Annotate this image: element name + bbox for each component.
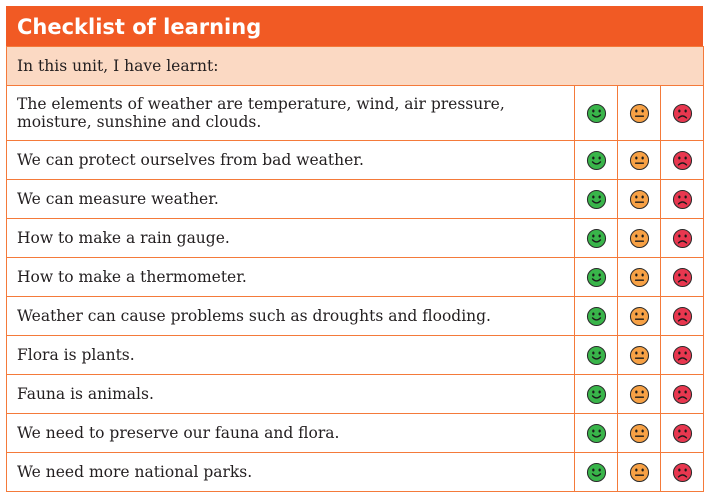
checklist-item-text <box>7 375 575 414</box>
item-line: We can protect ourselves from bad weather. <box>17 151 364 169</box>
item-line: The elements of weather are temperature, wind, air pressure, <box>17 95 505 113</box>
sad-rating-cell[interactable] <box>661 414 704 453</box>
happy-face-icon <box>586 423 607 444</box>
happy-face-icon <box>586 150 607 171</box>
happy-face-icon <box>586 384 607 405</box>
checklist-item-text <box>7 336 575 375</box>
item-line: We need more national parks. <box>17 463 253 481</box>
checklist-item-text <box>7 297 575 336</box>
item-line: We need to preserve our fauna and flora. <box>17 424 340 442</box>
happy-rating-cell[interactable] <box>575 414 618 453</box>
happy-face-icon <box>586 228 607 249</box>
neutral-face-icon <box>629 189 650 210</box>
neutral-rating-cell[interactable] <box>618 86 661 141</box>
sad-face-icon <box>672 306 693 327</box>
happy-face-icon <box>586 345 607 366</box>
checklist-row <box>7 336 704 375</box>
sad-face-icon <box>672 345 693 366</box>
sad-rating-cell[interactable] <box>661 141 704 180</box>
sad-face-icon <box>672 150 693 171</box>
checklist-table <box>6 46 704 492</box>
subheading-text: In this unit, I have learnt: <box>7 47 704 86</box>
checklist-row <box>7 86 704 141</box>
neutral-face-icon <box>629 306 650 327</box>
item-line: Weather can cause problems such as droughts and flooding. <box>17 307 491 325</box>
sad-face-icon <box>672 228 693 249</box>
neutral-rating-cell[interactable] <box>618 297 661 336</box>
neutral-rating-cell[interactable] <box>618 453 661 492</box>
happy-rating-cell[interactable] <box>575 219 618 258</box>
neutral-rating-cell[interactable] <box>618 336 661 375</box>
checklist-row <box>7 297 704 336</box>
happy-rating-cell[interactable] <box>575 141 618 180</box>
item-line: How to make a thermometer. <box>17 268 247 286</box>
item-line: How to make a rain gauge. <box>17 229 230 247</box>
sad-rating-cell[interactable] <box>661 297 704 336</box>
happy-rating-cell[interactable] <box>575 258 618 297</box>
item-line: moisture, sunshine and clouds. <box>17 113 262 131</box>
sad-rating-cell[interactable] <box>661 336 704 375</box>
checklist-item-text <box>7 180 575 219</box>
checklist-item-text <box>7 453 575 492</box>
happy-rating-cell[interactable] <box>575 180 618 219</box>
sad-face-icon <box>672 423 693 444</box>
sad-face-icon <box>672 267 693 288</box>
checklist-item-text <box>7 258 575 297</box>
happy-face-icon <box>586 189 607 210</box>
happy-rating-cell[interactable] <box>575 297 618 336</box>
sad-rating-cell[interactable] <box>661 86 704 141</box>
item-line: Flora is plants. <box>17 346 135 364</box>
neutral-rating-cell[interactable] <box>618 141 661 180</box>
checklist-row <box>7 219 704 258</box>
neutral-face-icon <box>629 267 650 288</box>
neutral-rating-cell[interactable] <box>618 414 661 453</box>
happy-rating-cell[interactable] <box>575 86 618 141</box>
happy-face-icon <box>586 306 607 327</box>
sad-rating-cell[interactable] <box>661 375 704 414</box>
neutral-face-icon <box>629 423 650 444</box>
sad-face-icon <box>672 103 693 124</box>
checklist-row <box>7 180 704 219</box>
neutral-face-icon <box>629 150 650 171</box>
neutral-face-icon <box>629 103 650 124</box>
neutral-face-icon <box>629 345 650 366</box>
happy-rating-cell[interactable] <box>575 453 618 492</box>
neutral-rating-cell[interactable] <box>618 258 661 297</box>
item-line: We can measure weather. <box>17 190 219 208</box>
item-line: Fauna is animals. <box>17 385 154 403</box>
checklist-panel <box>6 6 703 492</box>
happy-face-icon <box>586 267 607 288</box>
sad-rating-cell[interactable] <box>661 219 704 258</box>
checklist-row <box>7 258 704 297</box>
checklist-title: Checklist of learning <box>6 6 703 46</box>
sad-face-icon <box>672 384 693 405</box>
happy-face-icon <box>586 103 607 124</box>
sad-rating-cell[interactable] <box>661 180 704 219</box>
neutral-rating-cell[interactable] <box>618 375 661 414</box>
checklist-item-text <box>7 219 575 258</box>
checklist-item-text <box>7 86 575 141</box>
checklist-row <box>7 141 704 180</box>
sad-face-icon <box>672 462 693 483</box>
subheading-row <box>7 47 704 86</box>
checklist-item-text <box>7 414 575 453</box>
sad-rating-cell[interactable] <box>661 453 704 492</box>
neutral-rating-cell[interactable] <box>618 180 661 219</box>
sad-rating-cell[interactable] <box>661 258 704 297</box>
happy-face-icon <box>586 462 607 483</box>
happy-rating-cell[interactable] <box>575 336 618 375</box>
neutral-face-icon <box>629 228 650 249</box>
checklist-item-text <box>7 141 575 180</box>
checklist-row <box>7 414 704 453</box>
neutral-face-icon <box>629 462 650 483</box>
checklist-row <box>7 453 704 492</box>
sad-face-icon <box>672 189 693 210</box>
checklist-row <box>7 375 704 414</box>
neutral-rating-cell[interactable] <box>618 219 661 258</box>
happy-rating-cell[interactable] <box>575 375 618 414</box>
neutral-face-icon <box>629 384 650 405</box>
